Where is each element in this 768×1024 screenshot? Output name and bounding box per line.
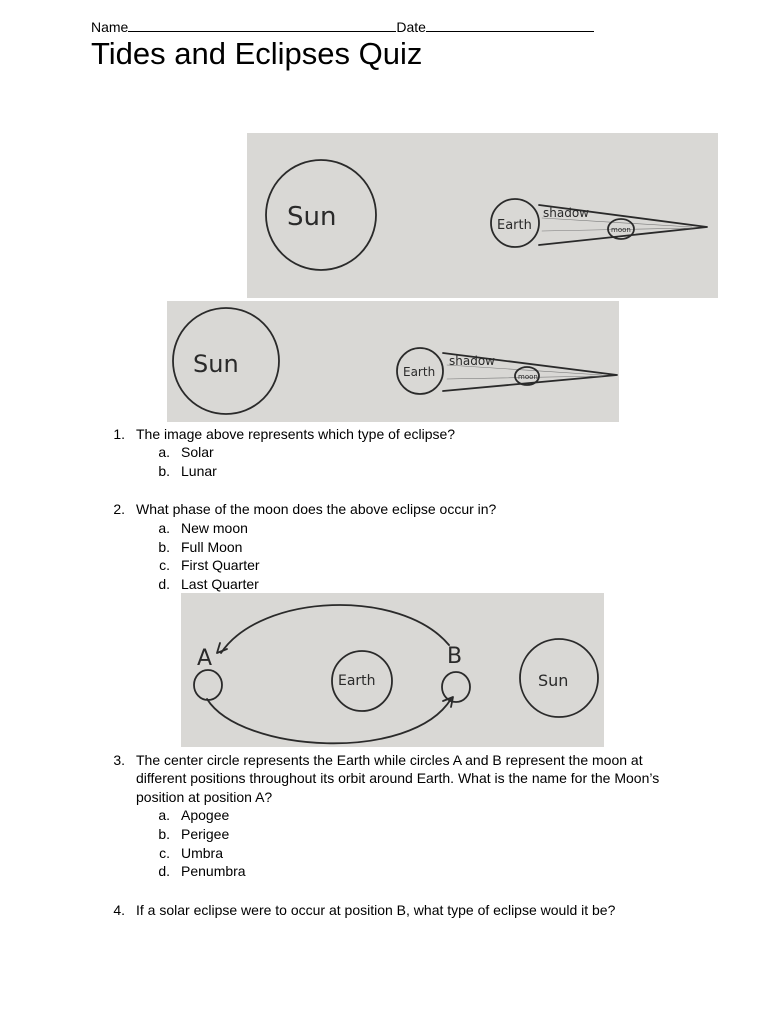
sun-text: Sun: [193, 350, 239, 378]
earth-text: Earth: [338, 673, 376, 689]
shadow-text: shadow: [543, 206, 589, 220]
option-penumbra[interactable]: Penumbra: [181, 863, 246, 879]
option-letter: d.: [158, 576, 170, 592]
orbit-drawing: [181, 593, 604, 747]
eclipse-drawing-1: [247, 133, 718, 298]
option-full-moon[interactable]: Full Moon: [181, 539, 243, 555]
sun-text: Sun: [538, 671, 569, 690]
orbit-sketch: [181, 593, 604, 747]
date-blank[interactable]: [426, 18, 594, 32]
question-text: The image above represents which type of eclipse?: [136, 426, 456, 442]
option-first-quarter[interactable]: First Quarter: [181, 557, 260, 573]
date-label: Date: [396, 19, 426, 35]
question-text-line-2: different positions throughout its orbit around Earth. What is the name for the Moon’s: [136, 770, 660, 786]
option-letter: a.: [158, 807, 170, 823]
moon-position-a: [194, 670, 222, 700]
orbit-bottom-arc: [207, 699, 451, 743]
option-letter: c.: [159, 845, 170, 861]
option-apogee[interactable]: Apogee: [181, 807, 230, 823]
option-solar[interactable]: Solar: [181, 444, 214, 460]
orbit-top-arc: [221, 605, 449, 653]
shadow-text: shadow: [449, 354, 495, 368]
option-letter: c.: [159, 557, 170, 573]
earth-text: Earth: [497, 218, 532, 233]
question-number: 1.: [113, 426, 125, 442]
option-perigee[interactable]: Perigee: [181, 826, 230, 842]
eclipse-drawing-2: [167, 301, 619, 422]
option-new-moon[interactable]: New moon: [181, 520, 248, 536]
question-text: If a solar eclipse were to occur at position B, what type of eclipse would it be?: [136, 902, 616, 918]
question-text: What phase of the moon does the above eclipse occur in?: [136, 501, 497, 517]
option-letter: a.: [158, 444, 170, 460]
option-letter: b.: [158, 463, 170, 479]
page-title: Tides and Eclipses Quiz: [91, 36, 423, 71]
question-number: 3.: [113, 752, 125, 768]
moon-position-b: [442, 672, 470, 702]
name-blank[interactable]: [128, 18, 396, 32]
option-letter: b.: [158, 826, 170, 842]
name-date-line: [91, 18, 594, 35]
option-last-quarter[interactable]: Last Quarter: [181, 576, 259, 592]
eclipse-sketch-1: [247, 133, 718, 298]
option-lunar[interactable]: Lunar: [181, 463, 217, 479]
label-b: B: [447, 644, 463, 669]
question-number: 4.: [113, 902, 125, 918]
earth-text: Earth: [403, 365, 436, 379]
moon-text: moon: [611, 226, 631, 234]
eclipse-sketch-2: [167, 301, 619, 422]
label-a: A: [197, 646, 213, 671]
option-umbra[interactable]: Umbra: [181, 845, 224, 861]
question-number: 2.: [113, 501, 125, 517]
option-letter: a.: [158, 520, 170, 536]
moon-text: moon: [518, 373, 538, 381]
name-label: Name: [91, 19, 129, 35]
option-letter: b.: [158, 539, 170, 555]
option-letter: d.: [158, 863, 170, 879]
question-text-line-1: The center circle represents the Earth while circles A and B represent the moon at: [136, 752, 643, 768]
question-text-line-3: position at position A?: [136, 789, 273, 805]
sun-text: Sun: [287, 202, 337, 232]
